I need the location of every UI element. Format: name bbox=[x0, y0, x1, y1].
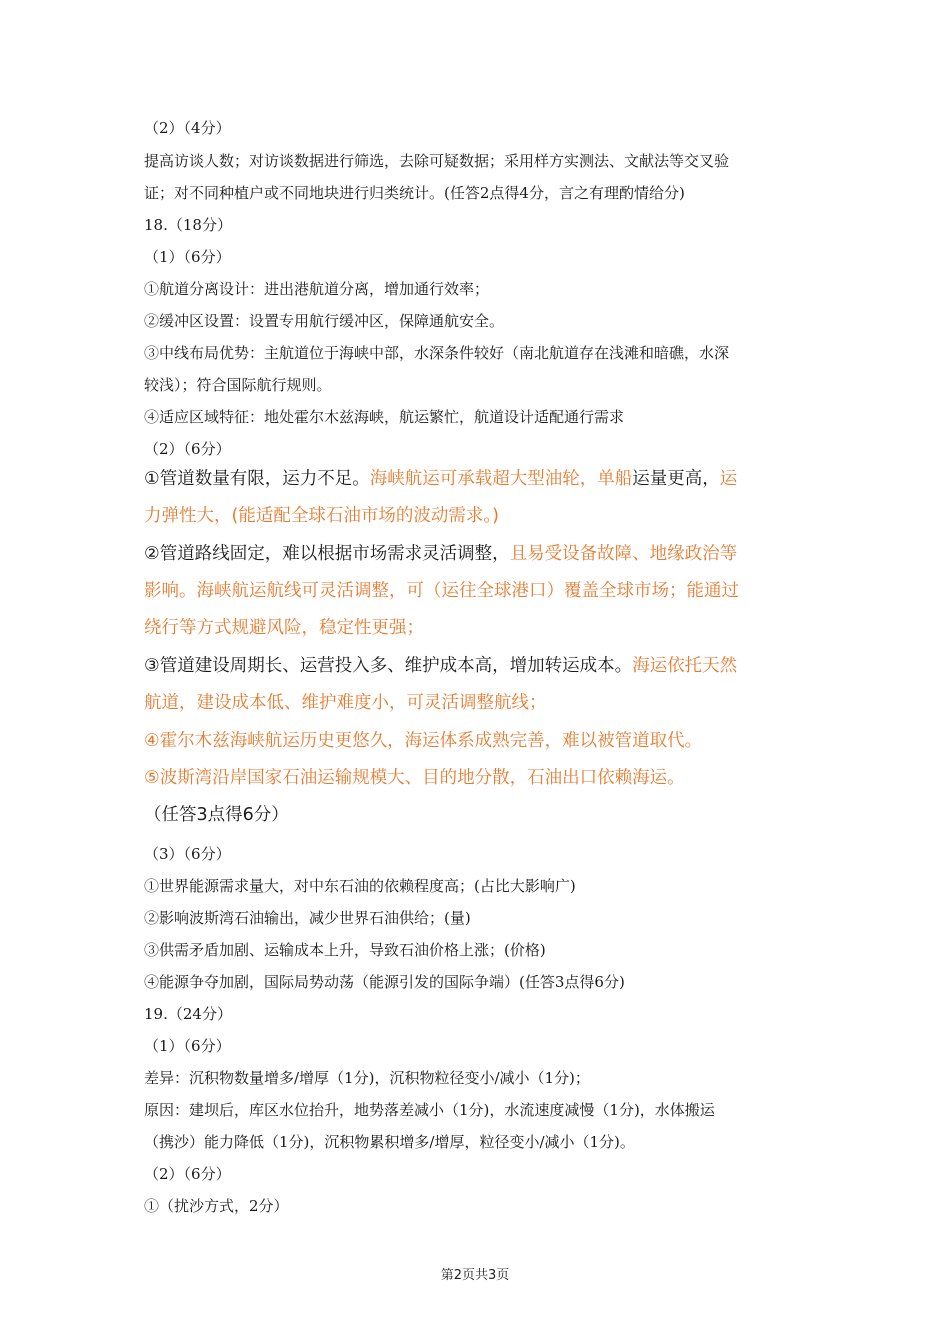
text-line: ①世界能源需求量大，对中东石油的依赖程度高；(占比大影响广) bbox=[144, 877, 576, 895]
answer-highlight-line: ④霍尔木兹海峡航运历史更悠久，海运体系成熟完善，难以被管道取代。 bbox=[144, 731, 703, 751]
text-line: 差异：沉积物数量增多/增厚（1分)，沉积物粒径变小/减小（1分)； bbox=[144, 1069, 590, 1087]
text-line: （2）（6分） bbox=[144, 1165, 231, 1183]
answer-highlight-line: 影响。海峡航运航线可灵活调整，可（运往全球港口）覆盖全球市场；能通过 bbox=[144, 581, 739, 601]
answer-highlight: 运 bbox=[719, 469, 738, 489]
answer-highlight: 海峡航运可承载超大型油轮，单船 bbox=[369, 469, 633, 489]
text-line: （3）（6分） bbox=[144, 845, 231, 863]
page-footer: 第2页共3页 bbox=[440, 1268, 510, 1283]
text-line: （1）（6分） bbox=[144, 1037, 231, 1055]
answer-line bbox=[144, 541, 814, 567]
text-line: 较浅）；符合国际航行规则。 bbox=[144, 376, 332, 394]
text-line: （2）（4分） bbox=[144, 119, 231, 137]
answer-highlight-line: 航道，建设成本低、维护难度小，可灵活调整航线； bbox=[144, 693, 547, 713]
answer-text: ②管道路线固定，难以根据市场需求灵活调整， bbox=[144, 544, 510, 564]
answer-text: ③管道建设周期长、运营投入多、维护成本高，增加转运成本。 bbox=[144, 656, 633, 676]
answer-highlight-line: 力弹性大，(能适配全球石油市场的波动需求。) bbox=[144, 506, 499, 526]
text-line: 19.（24分） bbox=[144, 1005, 232, 1023]
text-line: ④能源争夺加剧，国际局势动荡（能源引发的国际争端）(任答3点得6分) bbox=[144, 973, 625, 991]
text-line: ②影响波斯湾石油输出，减少世界石油供给；(量) bbox=[144, 909, 471, 927]
text-line: 提高访谈人数；对访谈数据进行筛选，去除可疑数据；采用样方实测法、文献法等交叉验 bbox=[144, 152, 730, 170]
text-line: （1）（6分） bbox=[144, 248, 231, 266]
answer-highlight-line: ⑤波斯湾沿岸国家石油运输规模大、目的地分散，石油出口依赖海运。 bbox=[144, 768, 685, 788]
text-line: ③中线布局优势：主航道位于海峡中部，水深条件较好（南北航道存在浅滩和暗礁，水深 bbox=[144, 344, 730, 362]
text-line: ①航道分离设计：进出港航道分离，增加通行效率； bbox=[144, 280, 490, 298]
text-line: ③供需矛盾加剧、运输成本上升，导致石油价格上涨；(价格) bbox=[144, 941, 546, 959]
text-line: （携沙）能力降低（1分)，沉积物累积增多/增厚，粒径变小/减小（1分)。 bbox=[144, 1133, 635, 1151]
text-line: 证；对不同种植户或不同地块进行归类统计。(任答2点得4分，言之有理酌情给分) bbox=[144, 184, 685, 202]
answer-highlight: 且易受设备故障、地缘政治等 bbox=[509, 544, 738, 564]
text-line: （2）（6分） bbox=[144, 440, 231, 458]
scoring-note: （任答3点得6分） bbox=[144, 805, 289, 825]
answer-line bbox=[144, 466, 814, 492]
text-line: ④适应区域特征：地处霍尔木兹海峡，航运繁忙，航道设计适配通行需求 bbox=[144, 408, 625, 426]
answer-text: ①管道数量有限，运力不足。 bbox=[144, 469, 370, 489]
answer-text: 运量更高， bbox=[632, 469, 720, 489]
text-line: ①（扰沙方式，2分） bbox=[144, 1197, 289, 1215]
text-line: ②缓冲区设置：设置专用航行缓冲区，保障通航安全。 bbox=[144, 312, 505, 330]
text-line: 原因：建坝后，库区水位抬升，地势落差减小（1分)，水流速度减慢（1分)，水体搬运 bbox=[144, 1101, 715, 1119]
answer-line bbox=[144, 653, 814, 679]
text-line: 18.（18分） bbox=[144, 216, 232, 234]
answer-highlight-line: 绕行等方式规避风险，稳定性更强； bbox=[144, 618, 424, 638]
answer-highlight: 海运依托天然 bbox=[632, 656, 738, 676]
